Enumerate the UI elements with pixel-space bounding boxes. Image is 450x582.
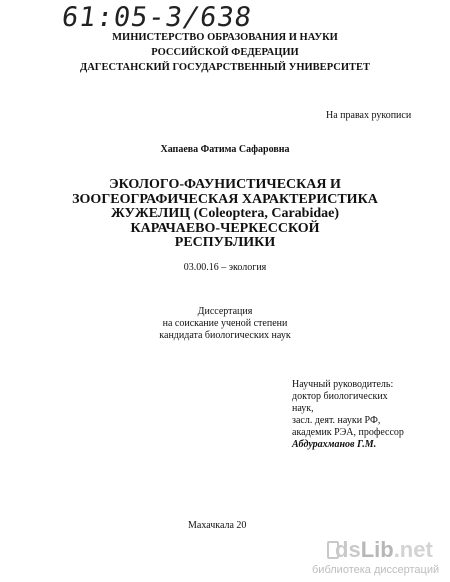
handwritten-archive-code: 61:05-3/638 — [59, 2, 254, 33]
place-year: Махачкала 20 — [188, 520, 247, 531]
title-line-2: ЗООГЕОГРАФИЧЕСКАЯ ХАРАКТЕРИСТИКА — [72, 191, 378, 207]
dissertation-degree — [0, 306, 450, 342]
author-name: Хапаева Фатима Сафаровна — [160, 144, 290, 155]
advisor-line-3: наук, — [292, 403, 314, 414]
dslib-watermark — [0, 533, 450, 582]
university-name: ДАГЕСТАНСКИЙ ГОСУДАРСТВЕННЫЙ УНИВЕРСИТЕТ — [80, 62, 370, 73]
watermark-subtitle: библиотека диссертаций — [312, 564, 440, 576]
advisor-line-5: академик РЭА, профессор — [292, 427, 404, 438]
ministry-line-2: РОССИЙСКОЙ ФЕДЕРАЦИИ — [151, 47, 299, 58]
ministry-header — [0, 30, 450, 75]
degree-line-3: кандидата биологических наук — [159, 330, 291, 341]
degree-line-1: Диссертация — [197, 306, 253, 317]
advisor-name: Абдурахманов Г.М. — [292, 439, 377, 450]
ministry-line-1: МИНИСТЕРСТВО ОБРАЗОВАНИЯ И НАУКИ — [112, 32, 338, 43]
logo-ds: ds — [335, 537, 361, 562]
advisor-line-4: засл. деят. науки РФ, — [292, 415, 381, 426]
advisor-line-1: Научный руководитель: — [292, 379, 394, 390]
title-line-1: ЭКОЛОГО-ФАУНИСТИЧЕСКАЯ И — [109, 177, 341, 192]
title-line-4: КАРАЧАЕВО-ЧЕРКЕССКОЙ — [130, 220, 320, 236]
specialty-code: 03.00.16 – экология — [183, 262, 267, 273]
manuscript-note: На правах рукописи — [326, 110, 412, 121]
advisor-line-2: доктор биологических — [292, 391, 388, 402]
dslib-logo — [335, 537, 433, 563]
degree-line-2: на соискание ученой степени — [162, 318, 288, 329]
logo-net: .net — [393, 537, 433, 562]
scientific-advisor — [292, 379, 404, 451]
dissertation-title — [0, 178, 450, 251]
logo-lib: Lib — [360, 537, 394, 562]
title-line-3: ЖУЖЕЛИЦ (Coleoptera, Carabidae) — [110, 206, 340, 221]
title-line-5: РЕСПУБЛИКИ — [174, 235, 276, 250]
